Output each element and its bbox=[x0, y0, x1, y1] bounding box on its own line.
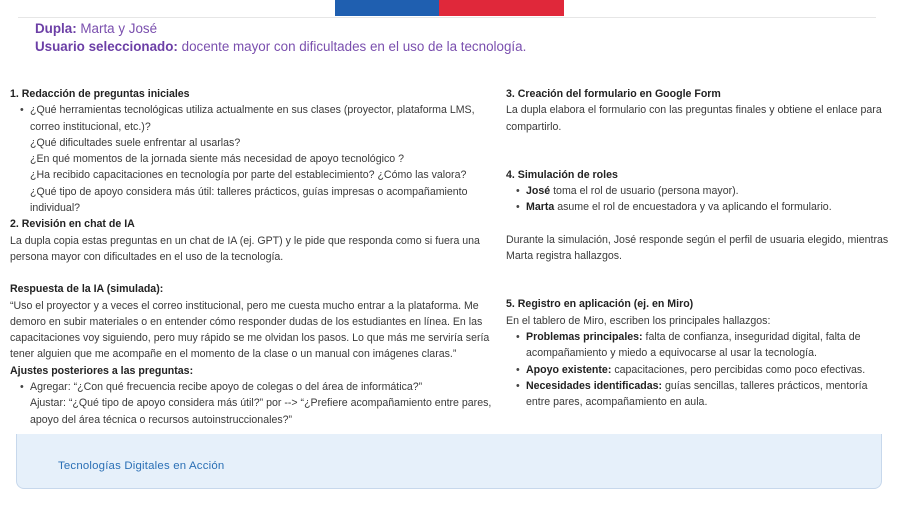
question-item: ¿Qué dificultades suele enfrentar al usarlas? bbox=[30, 136, 241, 149]
roles-list bbox=[506, 183, 890, 216]
question-item: ¿En qué momentos de la jornada siente más necesidad de apoyo tecnológico ? bbox=[30, 153, 404, 166]
top-divider bbox=[18, 17, 876, 18]
question-item: ¿Qué tipo de apoyo considera más útil: talleres prácticos, guías impresas o acompañamiento individual? bbox=[30, 185, 468, 215]
simulation-text: Durante la simulación, José responde según el perfil de usuaria elegido, mientras Marta registra hallazgos. bbox=[506, 233, 889, 263]
section-4-title: 4. Simulación de roles bbox=[506, 168, 618, 181]
dupla-label: Dupla: bbox=[35, 21, 77, 36]
role-text: toma el rol de usuario (persona mayor). bbox=[553, 185, 739, 198]
finding-item bbox=[506, 329, 890, 362]
finding-item bbox=[506, 362, 890, 378]
section-2-text: La dupla copia estas preguntas en un chat de IA (ej. GPT) y le pide que responda como si fuera una persona mayor con dificultades en el uso de la tecnología. bbox=[10, 234, 480, 263]
section-5-title: 5. Registro en aplicación (ej. en Miro) bbox=[506, 298, 694, 311]
role-name: Marta bbox=[526, 201, 555, 214]
dupla-value: Marta y José bbox=[80, 21, 158, 36]
ai-response-text: “Uso el proyector y a veces el correo institucional, pero me cuesta mucho entrar a la plataforma. Me demoro en subir materiales o en entender cómo responder dudas de los estudiantes en línea. En las capacitaciones voy siguiendo, pero muy rápido se me olvidan los pasos. Lo que más me serviría sería tener alguien que me acompañe en el momento de la clase o un manual con imágenes claras.” bbox=[10, 299, 490, 361]
right-column bbox=[506, 86, 890, 410]
left-column bbox=[10, 86, 496, 428]
adjustments-list bbox=[10, 379, 496, 428]
section-3-text: La dupla elabora el formulario con las preguntas finales y obtiene el enlace para compartirlo. bbox=[506, 104, 882, 133]
finding-label: Apoyo existente: bbox=[526, 363, 612, 376]
finding-label: Necesidades identificadas: bbox=[526, 379, 663, 392]
dupla-line bbox=[35, 20, 635, 38]
adjustments-title: Ajustes posteriores a las preguntas: bbox=[10, 364, 194, 377]
flag-blue-stripe bbox=[335, 0, 439, 16]
usuario-line bbox=[35, 38, 635, 56]
role-name: José bbox=[526, 185, 551, 198]
footer-title: Tecnologías Digitales en Acción bbox=[58, 460, 225, 472]
flag-bar bbox=[335, 0, 564, 16]
role-item bbox=[506, 183, 890, 199]
question-item: ¿Ha recibido capacitaciones en tecnología por parte del establecimiento? ¿Cómo las valora? bbox=[30, 169, 467, 182]
section-2-title: 2. Revisión en chat de IA bbox=[10, 218, 135, 231]
finding-text: capacitaciones, pero percibidas como poco efectivas. bbox=[614, 363, 866, 376]
question-item: • ¿Qué herramientas tecnológicas utiliza actualmente en sus clases (proyector, plataforma LMS, correo institucional, etc.)? bbox=[10, 102, 496, 135]
finding-label: Problemas principales: bbox=[526, 330, 643, 343]
initial-questions-list bbox=[10, 102, 496, 216]
ai-response-title: Respuesta de la IA (simulada): bbox=[10, 283, 164, 296]
section-1-title: 1. Redacción de preguntas iniciales bbox=[10, 88, 190, 100]
role-text: asume el rol de encuestadora y va aplicando el formulario. bbox=[557, 201, 832, 214]
adjustment-item: Ajustar: “¿Qué tipo de apoyo considera más útil?” por --> “¿Prefiere acompañamiento entre pares, apoyo del área técnica o recursos autoinstruccionales?” bbox=[30, 397, 492, 426]
flag-red-stripe bbox=[439, 0, 564, 16]
findings-list bbox=[506, 329, 890, 410]
header bbox=[35, 20, 635, 56]
adjustment-item: • Agregar: “¿Con qué frecuencia recibe apoyo de colegas o del área de informática?” bbox=[10, 379, 496, 395]
finding-item bbox=[506, 378, 890, 411]
finding-text: falta de confianza, inseguridad digital, falta de acompañamiento y miedo a equivocarse al usar la tecnología. bbox=[526, 330, 861, 360]
usuario-value: docente mayor con dificultades en el uso de la tecnología. bbox=[181, 39, 527, 54]
section-5-intro: En el tablero de Miro, escriben los principales hallazgos: bbox=[506, 314, 771, 327]
finding-text: guías sencillas, talleres prácticos, mentoría entre pares, acompañamiento en aula. bbox=[526, 379, 868, 409]
footer-banner bbox=[16, 434, 882, 489]
usuario-label: Usuario seleccionado: bbox=[35, 39, 178, 54]
role-item bbox=[506, 199, 890, 215]
section-3-title: 3. Creación del formulario en Google Form bbox=[506, 88, 721, 100]
